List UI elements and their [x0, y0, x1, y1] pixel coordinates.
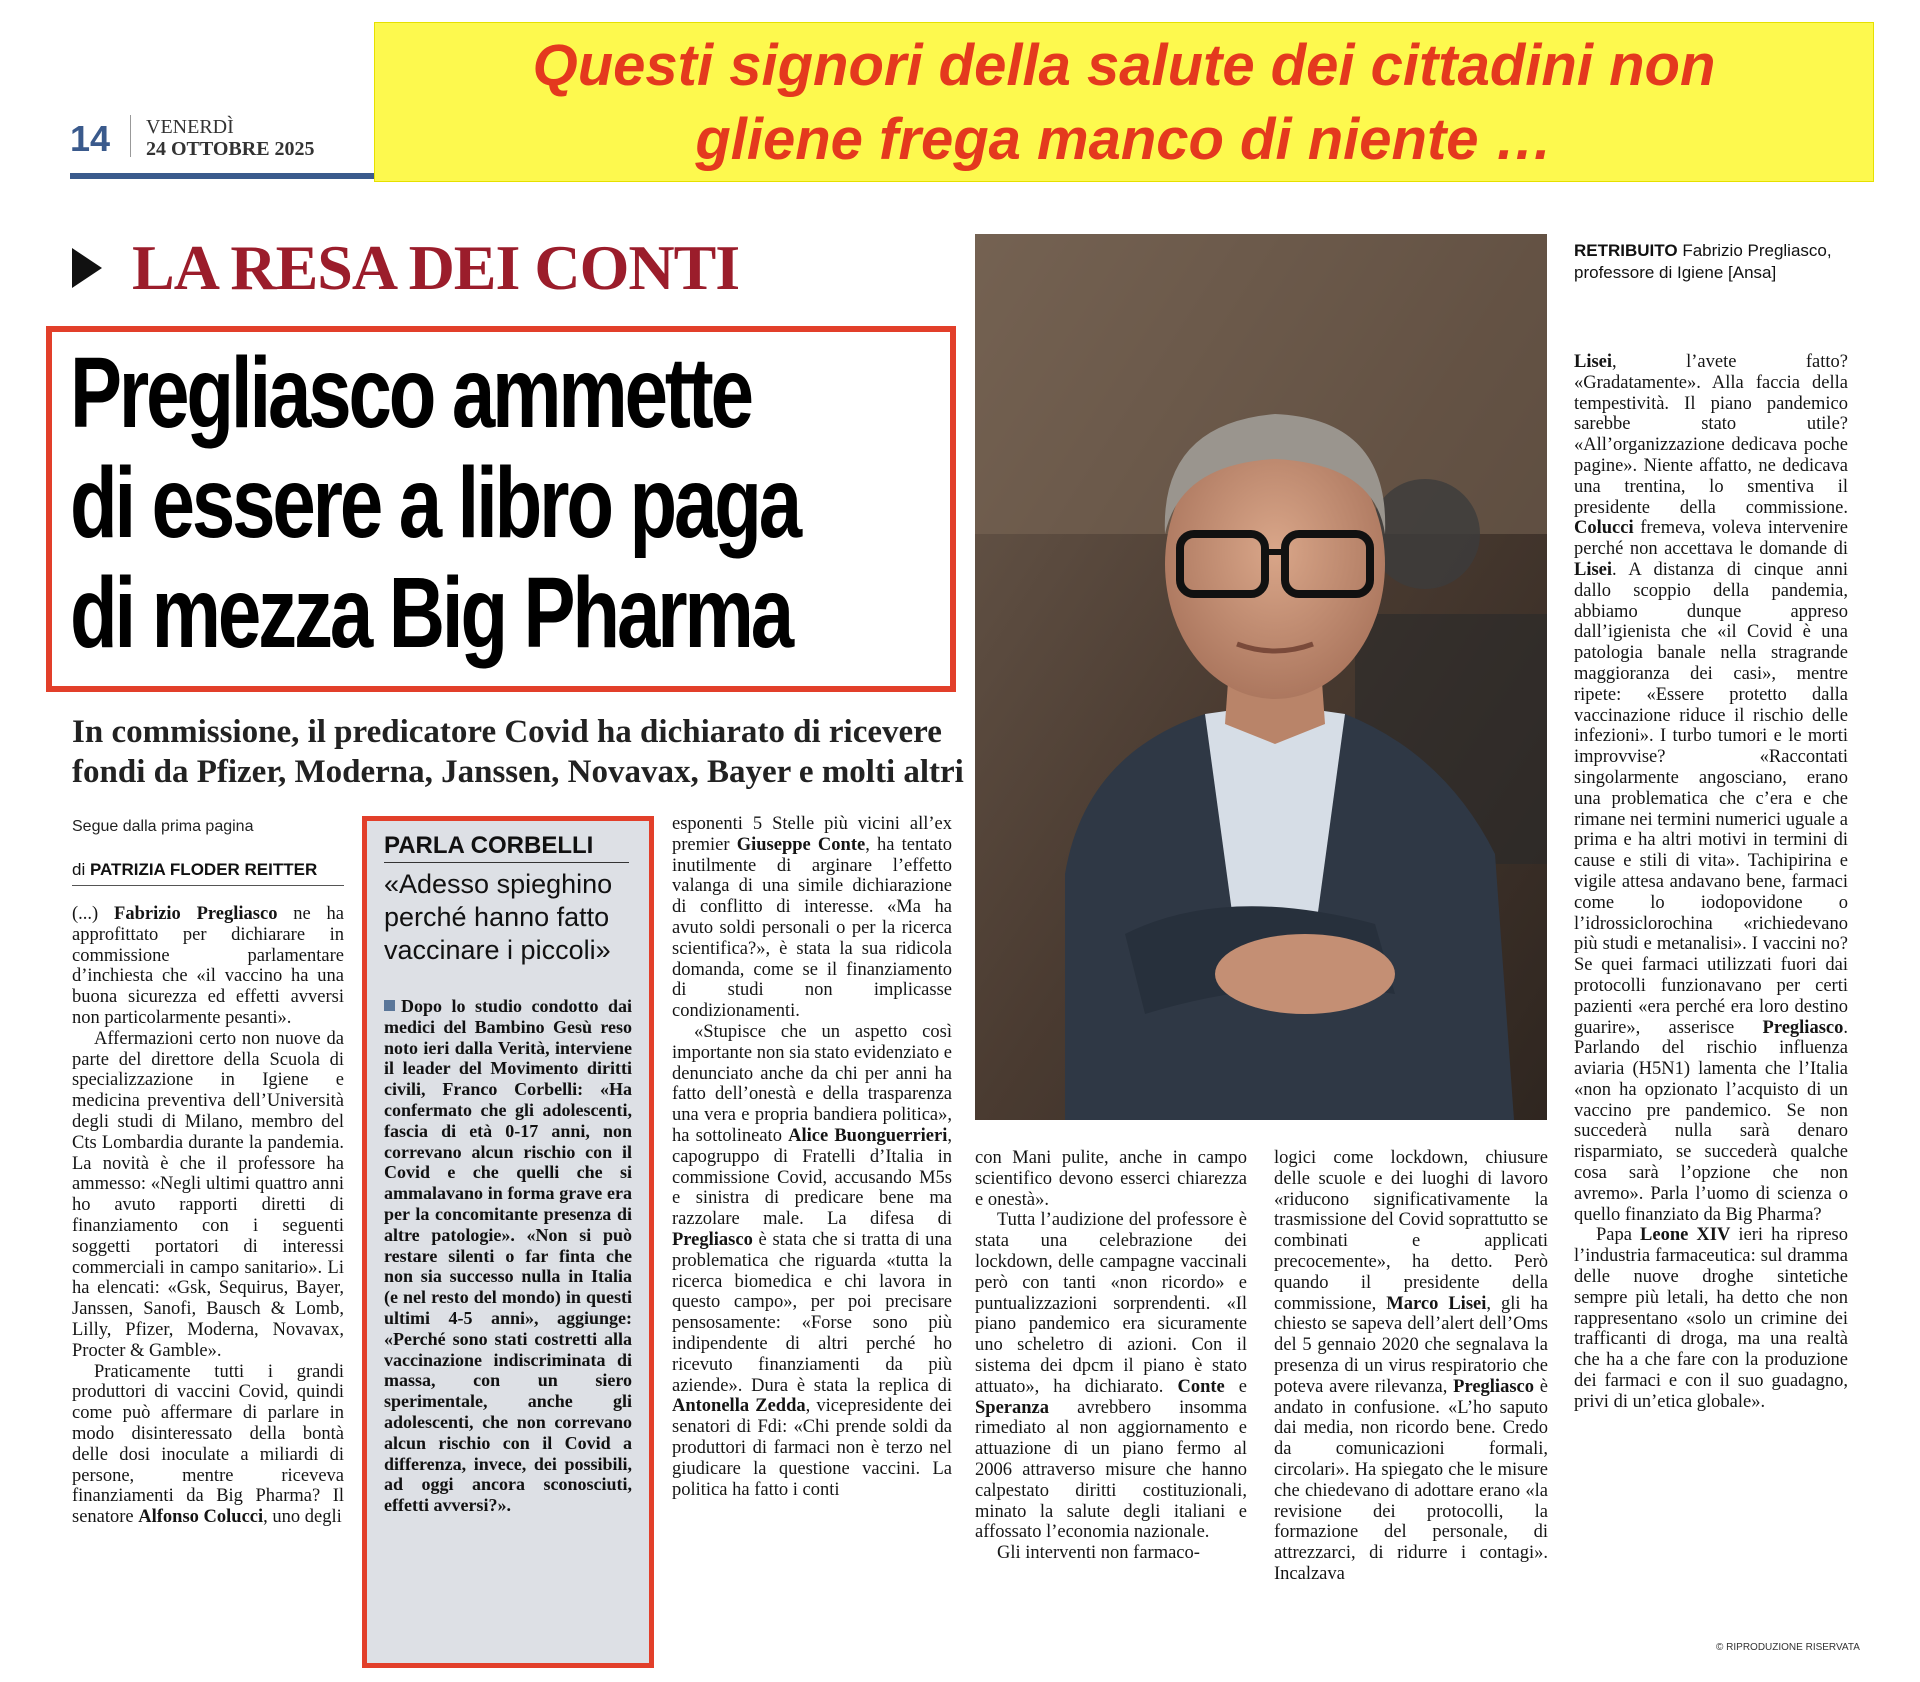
headline-line-2: di essere a libro paga: [70, 447, 800, 559]
paragraph: Papa Leone XIV ieri ha ripreso l’industria farmaceutica: sul dramma delle nuove droghe sintetiche sempre più letali, ha detto che non rappresentano «solo un crimine dei trafficanti di droga, ma una realtà che ha a che fare con la produzione dei farmaci e con il suo guadagno, privi di un’etica globale».: [1574, 1225, 1848, 1412]
paragraph: logici come lockdown, chiusure delle scuole e dei luoghi di lavoro «riducono significativamente la trasmissione del Covid soprattutto se combinati e applicati precocemente», ha detto. Però quando il presidente della commissione, Marco Lisei, gli ha chiesto se sapeva dell’alert dell’Oms del 5 gennaio 2020 che segnalava la presenza di un virus respiratorio che poteva avere rilevanza, Pregliasco è andato in confusione. «L’ho saputo dai media, non ricordo bene. Credo da comunicazioni formali, circolari». Ha spiegato che le misure che chiedevano di adottare erano «la revisione dei protocolli, la formazione del personale, di attrezzarci, di ridurre i contagi». Incalzava: [1274, 1148, 1549, 1584]
paragraph: Praticamente tutti i grandi produttori di vaccini Covid, quindi come può affermare di parlare in modo disinteressato della bontà delle dosi inoculate a miliardi di persone, mentre riceveva finanziamenti da Big Pharma? Il senatore Alfonso Colucci, uno degli: [72, 1361, 344, 1528]
subheadline: [72, 712, 972, 792]
banner-line-2: gliene frega manco di niente …: [695, 107, 1553, 172]
header-rule: [70, 173, 374, 179]
paragraph: esponenti 5 Stelle più vicini all’ex premier Giuseppe Conte, ha tentato inutilmente di arginare l’effetto valanga di una simile dichiarazione di conflitto di interesse. «Ma ha avuto soldi personali o per la ricerca scientifica?», è stata la sua ridicola domanda, come se il finanziamento di studi non implicasse condizionamenti.: [672, 814, 952, 1022]
banner-text: [375, 29, 1873, 177]
paragraph: Affermazioni certo non nuove da parte del direttore della Scuola di specializzazione in Igiene e medicina preventiva dell’Università degli studi di Milano, membro del Cts Lombardia durante la pandemia. La novità è che il professore ha ammesso: «Negli ultimi quattro anni ho avuto rapporti diretti di finanziamento con i seguenti soggetti portatori di interessi commerciali in campo sanitario». Li ha elencati: «Gsk, Sequirus, Bayer, Janssen, Sanofi, Bausch & Lomb, Lilly, Pfizer, Moderna, Novavax, Procter & Gamble».: [72, 1028, 344, 1361]
headline-line-1: Pregliasco ammette: [70, 337, 751, 449]
article-column-6: [1574, 352, 1848, 1413]
subheadline-line-1: In commissione, il predicatore Covid ha dichiarato di ricevere: [72, 714, 942, 750]
section-kicker: LA RESA DEI CONTI: [132, 232, 740, 303]
headline-line-3: di mezza Big Pharma: [70, 557, 791, 669]
article-column-3: [672, 814, 952, 1500]
sidebar-kicker: PARLA CORBELLI: [384, 832, 594, 859]
paragraph: Gli interventi non farmaco-: [997, 1543, 1200, 1564]
article-column-1: [72, 904, 344, 1528]
square-bullet-icon: [384, 1000, 395, 1011]
headline: [70, 337, 800, 669]
paragraph: Tutta l’audizione del professore è stata una celebrazione dei lockdown, delle campagne vaccinali però con tanti «non ricordo» e puntualizzazioni sorprendenti. «Il piano pandemico era sicuramente uno scheletro di azioni. Con il sistema dei dpcm il piano è stato attuato», ha dichiarato. Conte e Speranza avrebbero insomma rimediato al non aggiornamento e attuazione di un piano fermo al 2006 attraverso misure che hanno calpestato diritti costituzionali, minato la salute degli italiani e affossato l’economia nazionale.: [975, 1210, 1248, 1543]
copyright-notice: © RIPRODUZIONE RISERVATA: [1716, 1642, 1860, 1653]
header-separator: [130, 115, 131, 157]
sidebar-title: «Adesso spieghino perché hanno fatto vaccinare i piccoli»: [384, 869, 613, 965]
date: 24 OTTOBRE 2025: [146, 138, 315, 160]
article-column-5: [1274, 1148, 1548, 1585]
page-number: 14: [70, 118, 111, 159]
sidebar-text: Dopo lo studio condotto dai medici del Bambino Gesù reso noto ieri dalla Verità, interviene il leader del Movimento diritti civili, Franco Corbelli: «Ha confermato che gli adolescenti, fascia di età 0-17 anni, non correvano alcun rischio con il Covid e che quelli che si ammalavano in forma grave era per la concomitante presenza di altre patologie». «Non si può restare silenti o far finta che non sia successo nulla in Italia (e nel resto del mondo) in questi ultimi 4-5 anni», aggiunge: «Perché sono stati costretti alla vaccinazione indiscriminata di massa, con un siero sperimentale, anche gli adolescenti, che non correvano alcun rischio con il Covid a differenza, invece, dei possibili, ad oggi ancora sconosciuti, effetti avversi?».: [384, 996, 632, 1516]
weekday: VENERDÌ: [146, 116, 234, 138]
caption-label: RETRIBUITO: [1574, 241, 1678, 260]
continued-from: Segue dalla prima pagina: [72, 818, 254, 835]
banner-line-1: Questi signori della salute dei cittadini non: [532, 33, 1716, 98]
paragraph: «Stupisce che un aspetto così importante non sia stato evidenziato e denunciato anche da chi per anni ha fatto dell’onestà e della trasparenza una vera e propria bandiera politica», ha sottolineato Alice Buonguerrieri, capogruppo di Fratelli d’Italia in commissione Covid, accusando M5s e sinistra di predicare bene ma razzolare male. La difesa di Pregliasco è stata che si tratta di una problematica che riguarda «tutta la ricerca biomedica e chi lavora in questo campo», per poi precisare pensosamente: «Forse sono più indipendente di altri perché ho ricevuto finanziamenti da più aziende». Dura è stata la replica di Antonella Zedda, vicepresidente dei senatori di Fdi: «Chi prende soldi da produttori di farmaci non è terzo nel giudicare la questione vaccini. La politica ha fatto i conti: [672, 1021, 952, 1500]
subheadline-line-2: fondi da Pfizer, Moderna, Janssen, Novavax, Bayer e molti altri: [72, 754, 964, 790]
portrait-illustration: [975, 234, 1547, 1120]
article-column-4: [975, 1148, 1247, 1564]
author-name: PATRIZIA FLODER REITTER: [89, 860, 318, 879]
opinion-banner: [374, 22, 1874, 182]
photo-caption: RETRIBUITO Fabrizio Pregliasco, professore di Igiene [Ansa]: [1574, 241, 1832, 282]
paragraph: Lisei, l’avete fatto? «Gradatamente». Alla faccia della tempestività. Il piano pandemico sarebbe stato utile? «All’organizzazione dedicava poche pagine». Niente affatto, ne dedicava una trentina, lo smentiva il presidente della commissione. Colucci fremeva, voleva intervenire perché non accettava le domande di Lisei. A distanza di cinque anni dallo scoppio della pandemia, abbiamo dunque appreso dall’igienista che «il Covid è una patologia banale nella stragrande maggioranza dei casi», mentre ripete: «Essere protetto dalla vaccinazione riduce il rischio delle infezioni». I turbo tumori e le morti improvvise? «Raccontati singolarmente angosciano, erano una problematica che c’era e che rimane nei termini numerici uguale a prima e ha altri motivi in termini di cause e stili di vita». Tachipirina e vigile attesa andavano bene, farmaci come lo iodopovidone o l’idrossiclorochina «richiedevano più studi e metanalisi». I vaccini no? Se quei farmaci utilizzati fuori dai protocolli funzionavano per certi pazienti «era perché era loro destino guarire», asserisce Pregliasco. Parlando del rischio influenza aviaria (H5N1) lamenta che l’Italia «non ha opzionato l’acquisto di un vaccino pre pandemico. Se non succederà nulla sarà denaro risparmiato, se succederà qualche cosa sarà l’opzione che non avremo». Parla l’uomo di scienza o quello finanziato da Big Pharma?: [1574, 352, 1848, 1225]
kicker-arrow-icon: [72, 248, 102, 288]
byline: di PATRIZIA FLODER REITTER: [72, 860, 318, 879]
paragraph: (...) Fabrizio Pregliasco ne ha approfittato per dichiarare in commissione parlamentare d’inchiesta che «il vaccino ha una buona sicurezza ed effetti avversi non particolarmente pesanti».: [72, 904, 344, 1028]
sidebar-kicker-rule: [384, 862, 629, 863]
portrait-photo: [975, 234, 1547, 1120]
paragraph: con Mani pulite, anche in campo scientifico devono esserci chiarezza e onestà».: [975, 1148, 1247, 1210]
issue-date: [146, 116, 315, 160]
byline-rule: [72, 885, 344, 886]
